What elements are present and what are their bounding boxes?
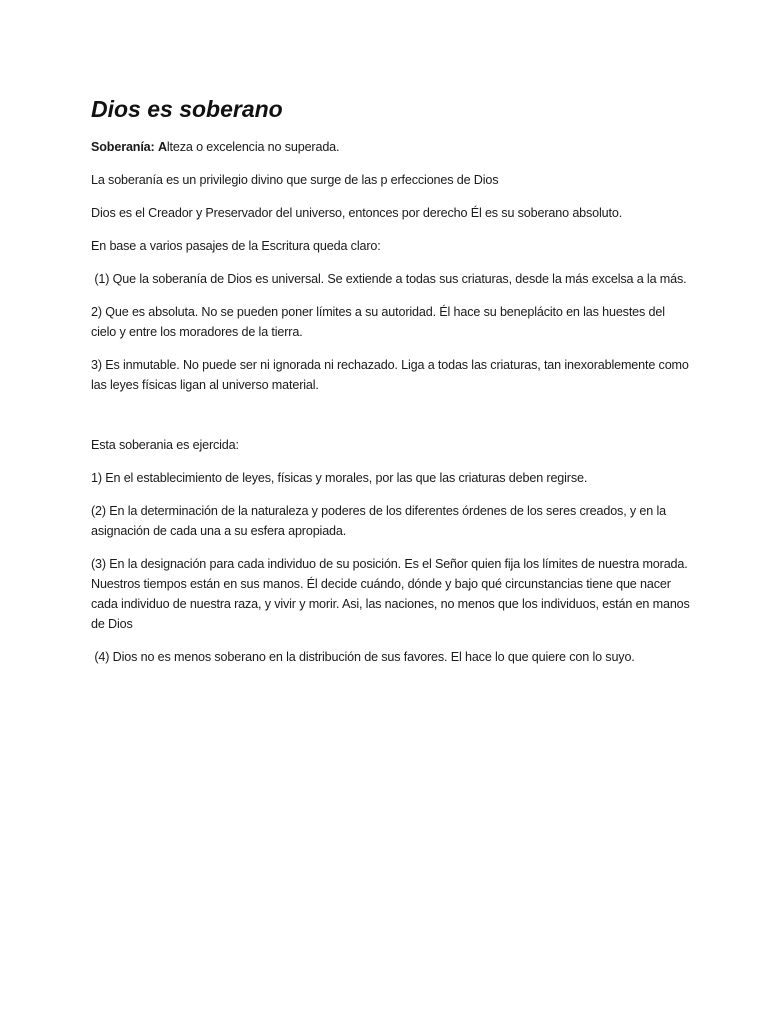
paragraph-pasajes: En base a varios pasajes de la Escritura queda claro: — [91, 239, 381, 253]
definition-paragraph — [91, 137, 691, 157]
paragraph-ejercida: Esta soberania es ejercida: — [91, 438, 239, 452]
paragraph-privilegio: La soberanía es un privilegio divino que surge de las p erfecciones de Dios — [91, 173, 499, 187]
paragraph-creador: Dios es el Creador y Preservador del universo, entonces por derecho Él es su soberano absoluto. — [91, 206, 623, 220]
paragraph-item-posicion: (3) En la designación para cada individuo de su posición. Es el Señor quien fija los límites de nuestra morada. Nuestros tiempos están en sus manos. Él decide cuándo, dónde y bajo qué circunstancias tiene que nacer cada individuo de nuestra raza, y vivir y morir. Asi, las naciones, no menos que los individuos, están en manos de Dios — [91, 557, 690, 631]
paragraph-item-naturaleza: (2) En la determinación de la naturaleza y poderes de los diferentes órdenes de los seres creados, y en la asignación de cada una a su esfera apropiada. — [91, 504, 666, 538]
document-title: Dios es soberano — [91, 96, 283, 122]
definition-term: Soberanía: — [91, 140, 155, 154]
paragraph-item-leyes: 1) En el establecimiento de leyes, físicas y morales, por las que las criaturas deben regirse. — [91, 471, 588, 485]
section-gap — [91, 408, 691, 435]
paragraph-point-universal: (1) Que la soberanía de Dios es universal. Se extiende a todas sus criaturas, desde la más excelsa a la más. — [91, 272, 687, 286]
paragraph-point-absoluta: 2) Que es absoluta. No se pueden poner límites a su autoridad. Él hace su beneplácito en las huestes del cielo y entre los moradores de la tierra. — [91, 305, 665, 339]
paragraph-point-inmutable: 3) Es inmutable. No puede ser ni ignorada ni rechazado. Liga a todas las criaturas, tan inexorablemente como las leyes físicas ligan al universo material. — [91, 358, 689, 392]
definition-text: lteza o excelencia no superada. — [166, 140, 340, 154]
document-page — [91, 92, 691, 680]
paragraph-item-favores: (4) Dios no es menos soberano en la distribución de sus favores. El hace lo que quiere con lo suyo. — [91, 650, 635, 664]
definition-first-letter: A — [157, 140, 167, 154]
